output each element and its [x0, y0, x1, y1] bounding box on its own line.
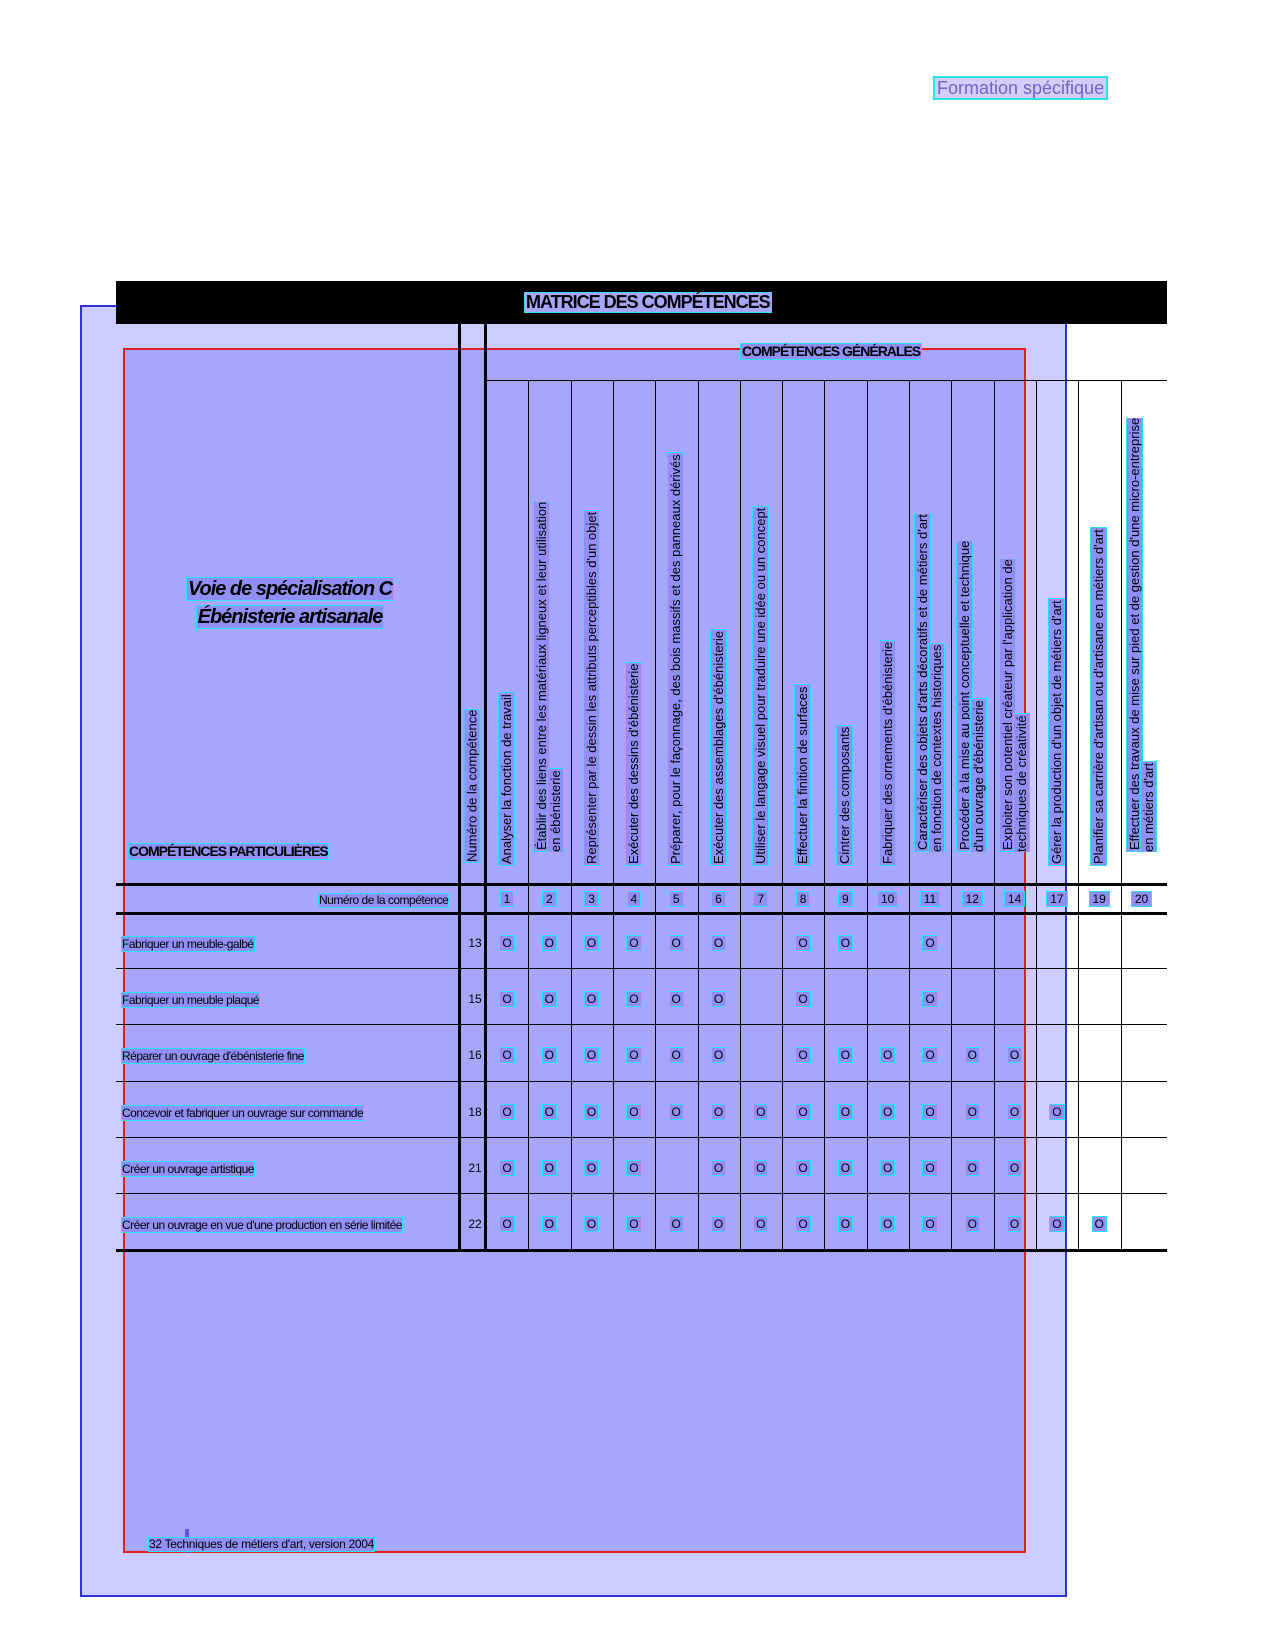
- matrix-mark: [571, 1161, 613, 1175]
- column-header-label: [881, 396, 895, 866]
- column-number-text: 1: [500, 891, 515, 907]
- column-header: [1036, 390, 1078, 880]
- matrix-mark: [613, 1217, 655, 1231]
- matrix-mark: [655, 1217, 697, 1231]
- matrix-mark: [655, 992, 697, 1006]
- matrix-hline-row: [116, 1081, 1167, 1082]
- matrix-mark: [782, 1105, 824, 1119]
- matrix-mark-text: O: [1092, 1216, 1107, 1232]
- matrix-mark: [867, 1217, 909, 1231]
- matrix-hline-thick: [116, 912, 1167, 915]
- column-header-text: Effectuer des travaux de mise sur pied et de gestion d'une micro-entreprise en métiers d'art: [1126, 417, 1156, 852]
- matrix-mark-text: O: [922, 1216, 937, 1232]
- matrix-mark-text: O: [922, 1047, 937, 1063]
- specialization-title: [150, 575, 430, 631]
- matrix-hline-thick: [116, 1249, 1167, 1252]
- column-header: [528, 390, 570, 880]
- matrix-mark-text: O: [1007, 1216, 1022, 1232]
- matrix-mark-text: O: [542, 991, 557, 1007]
- specialization-line-1: Voie de spécialisation C: [187, 578, 393, 600]
- row-number: 21: [468, 1160, 482, 1175]
- matrix-mark: [782, 1217, 824, 1231]
- matrix-mark: [571, 1048, 613, 1062]
- matrix-mark: [909, 936, 951, 950]
- matrix-mark: [698, 1161, 740, 1175]
- row-number: 18: [468, 1104, 482, 1119]
- matrix-mark-text: O: [753, 1104, 768, 1120]
- column-header-label: [916, 382, 944, 852]
- column-header: [1078, 390, 1120, 880]
- matrix-mark-text: O: [1007, 1047, 1022, 1063]
- column-header-label: [627, 396, 641, 866]
- matrix-mark: [824, 1161, 866, 1175]
- matrix-vline-thick: [458, 324, 461, 1252]
- matrix-mark: [698, 1048, 740, 1062]
- matrix-hline-thick: [116, 883, 1167, 886]
- column-header: [571, 390, 613, 880]
- matrix-mark: [994, 1048, 1036, 1062]
- column-header-text: Fabriquer des ornements d'ébénisterie: [879, 641, 895, 864]
- matrix-mark: [740, 1105, 782, 1119]
- row-number: 13: [468, 936, 482, 950]
- matrix-mark-text: O: [965, 1047, 980, 1063]
- matrix-mark-text: O: [922, 935, 937, 951]
- matrix-mark-text: O: [838, 1047, 853, 1063]
- column-header-text: Exécuter des assemblages d'ébénisterie: [710, 630, 726, 864]
- matrix-mark-text: O: [711, 935, 726, 951]
- row-label: Fabriquer un meuble-galbé: [122, 937, 254, 951]
- matrix-mark-text: O: [1007, 1160, 1022, 1176]
- column-number: [528, 893, 570, 906]
- matrix-mark-text: O: [965, 1160, 980, 1176]
- matrix-mark: [951, 1048, 993, 1062]
- column-number: [867, 893, 909, 906]
- matrix-mark-text: O: [542, 1047, 557, 1063]
- matrix-mark: [951, 1105, 993, 1119]
- column-number-text: 8: [796, 891, 811, 907]
- matrix-mark: [613, 936, 655, 950]
- matrix-mark-text: O: [584, 935, 599, 951]
- column-number-text: 6: [711, 891, 726, 907]
- column-header: [994, 390, 1036, 880]
- matrix-mark-text: O: [880, 1216, 895, 1232]
- matrix-mark: [486, 1217, 528, 1231]
- column-header-text: Gérer la production d'un objet de métiers d'art: [1048, 600, 1064, 864]
- matrix-mark: [655, 936, 697, 950]
- matrix-mark-text: O: [922, 1104, 937, 1120]
- column-number-text: 5: [669, 891, 684, 907]
- matrix-mark: [740, 1161, 782, 1175]
- row-number: 16: [468, 1048, 482, 1063]
- matrix-mark-text: O: [499, 1104, 514, 1120]
- column-header-label: [796, 396, 810, 866]
- matrix-mark-text: O: [922, 1160, 937, 1176]
- matrix-mark: [867, 1105, 909, 1119]
- matrix-mark: [824, 936, 866, 950]
- column-header-label: [500, 396, 514, 866]
- matrix-mark-text: O: [838, 1216, 853, 1232]
- matrix-mark: [486, 1105, 528, 1119]
- matrix-mark-text: O: [711, 991, 726, 1007]
- column-number: [571, 893, 613, 906]
- column-header-text: Exploiter son potentiel créateur par l'application de techniques de créativité: [999, 559, 1029, 852]
- matrix-mark-text: O: [1007, 1104, 1022, 1120]
- matrix-mark: [994, 1161, 1036, 1175]
- matrix-mark: [486, 1048, 528, 1062]
- column-number-text: 20: [1131, 891, 1152, 907]
- matrix-mark: [909, 1217, 951, 1231]
- matrix-mark-text: O: [880, 1160, 895, 1176]
- matrix-mark-text: O: [922, 991, 937, 1007]
- matrix-mark-text: O: [795, 1047, 810, 1063]
- matrix-mark-text: O: [626, 991, 641, 1007]
- matrix-mark-text: O: [584, 1047, 599, 1063]
- column-number-text: 14: [1004, 891, 1025, 907]
- matrix-mark-text: O: [669, 1216, 684, 1232]
- matrix-mark: [909, 992, 951, 1006]
- matrix-mark-text: O: [499, 1160, 514, 1176]
- column-header-text: Établir des liens entre les matériaux ligneux et leur utilisation en ébénisterie: [534, 501, 564, 852]
- matrix-mark: [486, 1161, 528, 1175]
- matrix-mark: [824, 1217, 866, 1231]
- matrix-mark: [782, 1161, 824, 1175]
- matrix-mark: [528, 1161, 570, 1175]
- matrix-mark-text: O: [711, 1216, 726, 1232]
- matrix-mark: [867, 1048, 909, 1062]
- column-number: [613, 893, 655, 906]
- column-header-text: Cintrer des composants: [837, 726, 853, 864]
- column-header-label: [1092, 396, 1106, 866]
- column-number-text: 3: [584, 891, 599, 907]
- column-header-text: Analyser la fonction de travail: [499, 694, 514, 864]
- page-footer: 32 Techniques de métiers d'art, version 2004: [149, 1537, 375, 1551]
- column-number: [782, 893, 824, 906]
- matrix-mark-text: O: [1049, 1216, 1064, 1232]
- matrix-mark-text: O: [669, 1104, 684, 1120]
- column-number-text: 4: [627, 891, 642, 907]
- matrix-mark: [994, 1105, 1036, 1119]
- matrix-mark-text: O: [795, 991, 810, 1007]
- matrix-mark-text: O: [584, 1216, 599, 1232]
- matrix-mark-text: O: [795, 935, 810, 951]
- matrix-mark: [782, 936, 824, 950]
- matrix-mark-text: O: [669, 1047, 684, 1063]
- matrix-mark: [528, 1048, 570, 1062]
- matrix-hline-row: [116, 1024, 1167, 1025]
- matrix-mark: [613, 1105, 655, 1119]
- column-number: [655, 893, 697, 906]
- matrix-mark: [698, 936, 740, 950]
- matrix-mark-text: O: [711, 1104, 726, 1120]
- column-header-text: Caractériser des objets d'arts décoratifs et de métiers d'art en fonction de contextes historiques: [915, 514, 944, 852]
- row-number: 15: [468, 992, 482, 1007]
- column-header: [867, 390, 909, 880]
- matrix-mark-text: O: [795, 1104, 810, 1120]
- matrix-mark-text: O: [626, 1216, 641, 1232]
- matrix-mark: [528, 1105, 570, 1119]
- matrix-mark-text: O: [626, 1047, 641, 1063]
- column-number-text: 17: [1046, 891, 1067, 907]
- column-number: [1036, 893, 1078, 906]
- matrix-mark-text: O: [880, 1047, 895, 1063]
- matrix-mark-text: O: [499, 1047, 514, 1063]
- matrix-mark: [909, 1161, 951, 1175]
- matrix-mark: [528, 936, 570, 950]
- matrix-hline-row: [116, 968, 1167, 969]
- column-number: [994, 893, 1036, 906]
- matrix-mark-text: O: [542, 1216, 557, 1232]
- matrix-mark-text: O: [499, 1216, 514, 1232]
- matrix-mark-text: O: [542, 1160, 557, 1176]
- column-header: [698, 390, 740, 880]
- column-number: [909, 893, 951, 906]
- matrix-mark-text: O: [965, 1104, 980, 1120]
- matrix-title: MATRICE DES COMPÉTENCES: [526, 292, 770, 312]
- matrix-mark: [824, 1048, 866, 1062]
- column-header-text: Exécuter des dessins d'ébénisterie: [625, 663, 641, 864]
- column-number-text: 11: [920, 891, 940, 907]
- matrix-mark-text: O: [499, 991, 514, 1007]
- column-header-label: [1050, 396, 1064, 866]
- matrix-mark-text: O: [795, 1216, 810, 1232]
- column-header-label: [958, 382, 986, 852]
- column-header-label: [535, 382, 563, 852]
- column-header-text: Effectuer la finition de surfaces: [795, 686, 811, 864]
- column-header-label: [1001, 382, 1029, 852]
- column-number: [1121, 893, 1163, 906]
- column-header: [782, 390, 824, 880]
- matrix-mark: [486, 992, 528, 1006]
- matrix-mark-text: O: [965, 1216, 980, 1232]
- matrix-hline-general: [486, 380, 1167, 381]
- column-header-text: Préparer, pour le façonnage, des bois massifs et des panneaux dérivés: [668, 454, 684, 864]
- competency-number-header: Numéro de la compétence: [464, 709, 480, 862]
- matrix-mark: [528, 1217, 570, 1231]
- column-header: [951, 390, 993, 880]
- column-number-text: 2: [542, 891, 557, 907]
- matrix-hline-row: [116, 1193, 1167, 1194]
- matrix-mark-text: O: [542, 935, 557, 951]
- column-header: [909, 390, 951, 880]
- matrix-mark-text: O: [626, 1160, 641, 1176]
- column-number: [698, 893, 740, 906]
- matrix-mark: [655, 1048, 697, 1062]
- matrix-mark: [909, 1105, 951, 1119]
- row-number: 22: [468, 1217, 482, 1231]
- column-number-text: 7: [753, 891, 768, 907]
- matrix-mark: [571, 1105, 613, 1119]
- matrix-mark: [655, 1105, 697, 1119]
- number-row-label: Numéro de la compétence: [319, 893, 449, 907]
- column-header-text: Planifier sa carrière d'artisan ou d'artisane en métiers d'art: [1091, 529, 1107, 864]
- column-number: [486, 893, 528, 906]
- row-label: Réparer un ouvrage d'ébénisterie fine: [122, 1049, 304, 1064]
- column-header: [740, 390, 782, 880]
- matrix-mark: [782, 1048, 824, 1062]
- column-number-text: 19: [1089, 891, 1110, 907]
- matrix-mark: [698, 1217, 740, 1231]
- matrix-mark-text: O: [795, 1160, 810, 1176]
- matrix-mark: [613, 1048, 655, 1062]
- matrix-mark: [698, 992, 740, 1006]
- matrix-mark-text: O: [711, 1160, 726, 1176]
- column-header-text: Représenter par le dessin les attributs perceptibles d'un objet: [583, 511, 599, 864]
- matrix-mark-text: O: [1049, 1104, 1064, 1120]
- particular-competencies-title: COMPÉTENCES PARTICULIÈRES: [129, 843, 328, 859]
- column-header: [1121, 390, 1163, 880]
- matrix-mark-text: O: [669, 991, 684, 1007]
- general-competencies-title: COMPÉTENCES GÉNÉRALES: [742, 343, 921, 359]
- column-number: [824, 893, 866, 906]
- matrix-mark-text: O: [753, 1160, 768, 1176]
- matrix-hline-row: [116, 1137, 1167, 1138]
- matrix-mark: [1078, 1217, 1120, 1231]
- column-header: [655, 390, 697, 880]
- matrix-mark: [613, 992, 655, 1006]
- column-header-text: Utiliser le langage visuel pour traduire une idée ou un concept: [752, 507, 768, 864]
- matrix-mark: [571, 936, 613, 950]
- column-header-text: Procéder à la mise au point conceptuelle et technique d'un ouvrage d'ébénisterie: [957, 540, 987, 852]
- matrix-mark-text: O: [753, 1216, 768, 1232]
- matrix-mark: [951, 1217, 993, 1231]
- column-header: [613, 390, 655, 880]
- matrix-mark: [571, 1217, 613, 1231]
- matrix-mark: [698, 1105, 740, 1119]
- matrix-mark-text: O: [838, 1160, 853, 1176]
- matrix-mark: [994, 1217, 1036, 1231]
- section-tag: Formation spécifique: [933, 76, 1108, 100]
- matrix-mark-text: O: [584, 991, 599, 1007]
- row-label: Concevoir et fabriquer un ouvrage sur commande: [122, 1105, 364, 1120]
- row-label: Créer un ouvrage en vue d'une production en série limitée: [122, 1218, 402, 1232]
- column-number: [1078, 893, 1120, 906]
- column-header-label: [669, 396, 683, 866]
- matrix-mark-text: O: [542, 1104, 557, 1120]
- row-label: Créer un ouvrage artistique: [122, 1161, 254, 1176]
- column-header-label: [712, 396, 726, 866]
- column-header: [824, 390, 866, 880]
- matrix-mark-text: O: [669, 935, 684, 951]
- matrix-mark-text: O: [584, 1104, 599, 1120]
- column-number-text: 10: [877, 891, 898, 907]
- column-number: [740, 893, 782, 906]
- matrix-mark: [486, 936, 528, 950]
- matrix-mark: [951, 1161, 993, 1175]
- matrix-mark-text: O: [711, 1047, 726, 1063]
- matrix-mark-text: O: [626, 1104, 641, 1120]
- column-header-label: [1128, 382, 1156, 852]
- matrix-mark: [1036, 1105, 1078, 1119]
- column-header-label: [838, 396, 852, 866]
- specialization-line-2: Ébénisterie artisanale: [197, 606, 383, 628]
- matrix-mark-text: O: [584, 1160, 599, 1176]
- column-header-label: [754, 396, 768, 866]
- matrix-mark-text: O: [838, 1104, 853, 1120]
- matrix-mark: [613, 1161, 655, 1175]
- matrix-mark: [909, 1048, 951, 1062]
- matrix-mark-text: O: [499, 935, 514, 951]
- matrix-mark-text: O: [880, 1104, 895, 1120]
- matrix-mark: [528, 992, 570, 1006]
- column-header-label: [585, 396, 599, 866]
- matrix-mark: [571, 992, 613, 1006]
- matrix-mark: [740, 1217, 782, 1231]
- column-header: [486, 390, 528, 880]
- matrix-mark: [1036, 1217, 1078, 1231]
- matrix-mark-text: O: [838, 935, 853, 951]
- column-number-text: 12: [962, 891, 983, 907]
- column-number: [951, 893, 993, 906]
- matrix-mark: [867, 1161, 909, 1175]
- matrix-mark: [782, 992, 824, 1006]
- row-label: Fabriquer un meuble plaqué: [122, 993, 260, 1008]
- column-number-text: 9: [838, 891, 853, 907]
- matrix-mark-text: O: [626, 935, 641, 951]
- matrix-mark: [824, 1105, 866, 1119]
